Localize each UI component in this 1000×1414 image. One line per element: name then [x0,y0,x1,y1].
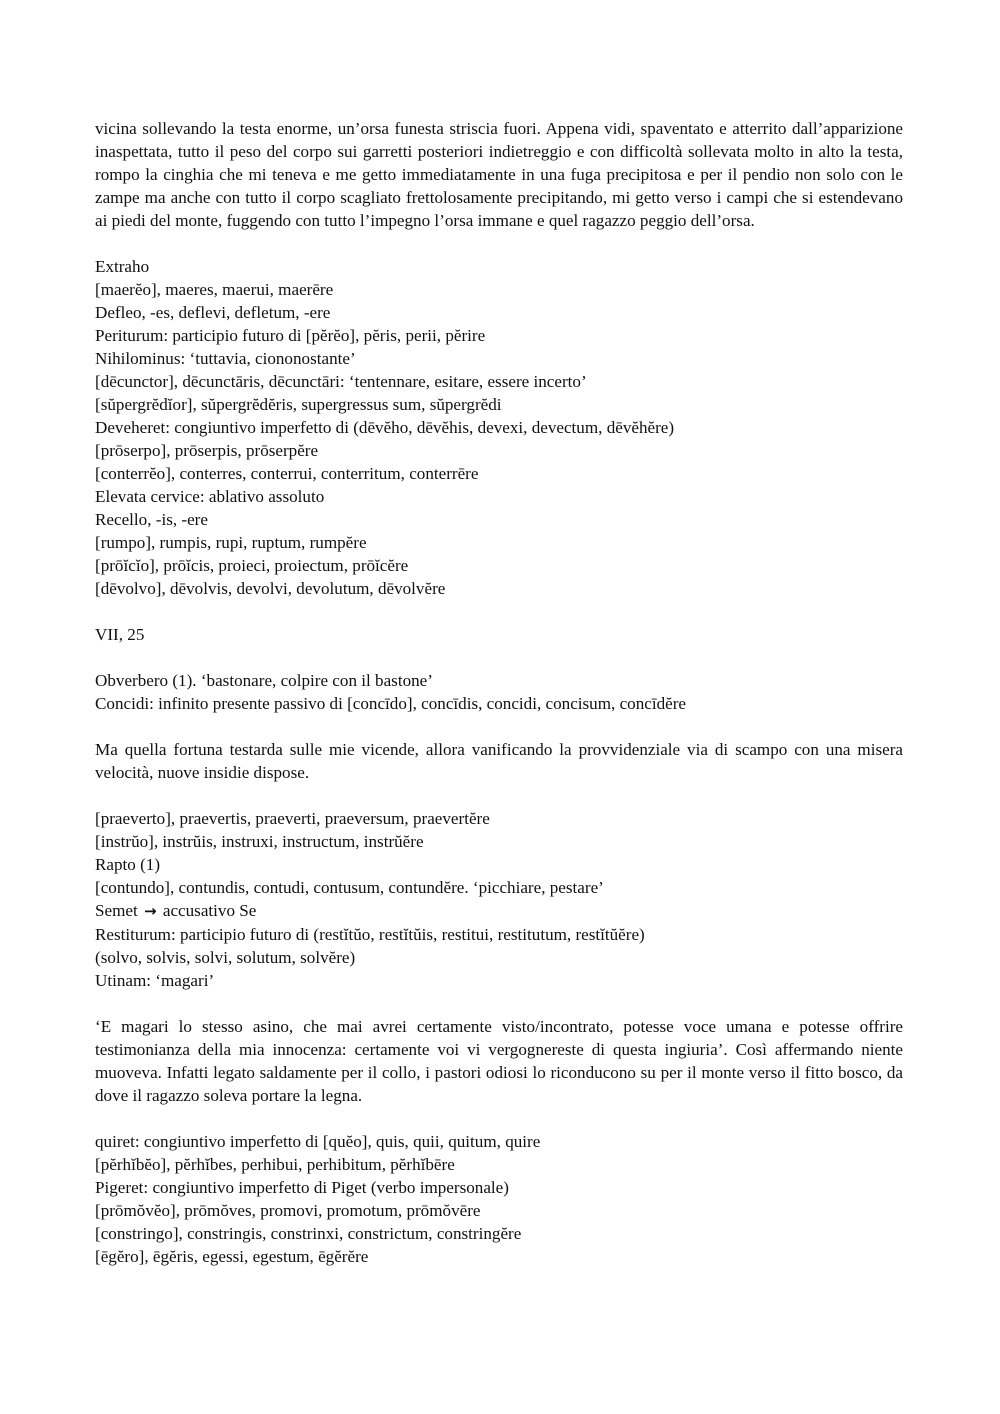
vocab-line: [praeverto], praevertis, praeverti, praeversum, praevertĕre [95,809,490,828]
vocab-line: [instrŭo], instrŭis, instruxi, instructum, instrŭĕre [95,832,424,851]
translation-paragraph-2: Ma quella fortuna testarda sulle mie vicende, allora vanificando la provvidenziale via di scampo con una misera velocità, nuove insidie dispose. [95,740,903,782]
semet-word: Semet [95,901,138,920]
spacer [95,646,903,669]
vocab-line: Concidi: infinito presente passivo di [concīdo], concīdis, concidi, concisum, concīdĕre [95,694,687,713]
vocab-line: [conterrĕo], conterres, conterrui, conterritum, conterrēre [95,464,479,483]
vocab-line: [constringo], constringis, constrinxi, constrictum, constringĕre [95,1224,522,1243]
vocab-line: Deveheret: congiuntivo imperfetto di (dēvĕho, dēvĕhis, devexi, devectum, dēvĕhĕre) [95,418,675,437]
vocab-line: Defleo, -es, deflevi, defletum, -ere [95,303,331,322]
vocab-line: Extraho [95,257,150,276]
vocab-line: [ēgĕro], ēgĕris, egessi, egestum, ēgĕrĕre [95,1247,369,1266]
spacer [95,784,903,807]
vocab-line: quiret: congiuntivo imperfetto di [quĕo], quis, quii, quitum, quire [95,1132,541,1151]
vocab-line: Recello, -is, -ere [95,510,208,529]
vocab-line: [prōĭcĭo], prōĭcis, proieci, proiectum, prōĭcĕre [95,556,409,575]
vocab-line: Nihilominus: ‘tuttavia, ciononostante’ [95,349,356,368]
vocab-line: [sŭpergrĕdĭor], sŭpergrĕdĕris, supergressus sum, sŭpergrĕdi [95,395,502,414]
vocabulary-list-3 [95,807,903,992]
document-page [95,117,903,1268]
spacer [95,232,903,255]
vocab-line: [prōmŏvĕo], prōmŏves, promovi, promotum, prōmŏvēre [95,1201,481,1220]
spacer [95,992,903,1015]
vocab-line: [maerĕo], maeres, maerui, maerēre [95,280,334,299]
vocabulary-list-4 [95,1130,903,1268]
vocabulary-list-1 [95,255,903,600]
vocab-line: Pigeret: congiuntivo imperfetto di Piget (verbo impersonale) [95,1178,509,1197]
vocab-line: Utinam: ‘magari’ [95,971,215,990]
vocab-line: (solvo, solvis, solvi, solutum, solvĕre) [95,948,356,967]
vocab-line: [dēvolvo], dēvolvis, devolvi, devolutum, dēvolvĕre [95,579,446,598]
vocab-line: [prōserpo], prōserpis, prōserpĕre [95,441,319,460]
translation-paragraph-3: ‘E magari lo stesso asino, che mai avrei certamente visto/incontrato, potesse voce umana e potesse offrire testimonianza della mia innocenza: certamente voi vi vergognereste di questa ingiuria’. Così affermando niente muoveva. Infatti legato saldamente per il collo, i pastori odiosi lo riconducono su per il monte verso il fitto bosco, da dove il ragazzo soleva portare la legna. [95,1017,903,1105]
vocab-line: Elevata cervice: ablativo assoluto [95,487,325,506]
vocab-line: Rapto (1) [95,855,161,874]
vocab-line: [dēcunctor], dēcunctāris, dēcunctāri: ‘tentennare, esitare, essere incerto’ [95,372,587,391]
translation-paragraph-1: vicina sollevando la testa enorme, un’orsa funesta striscia fuori. Appena vidi, spaventato e atterrito dall’apparizione inaspettata, tutto il peso del corpo sui garretti posteriori indietreggio e con difficoltà sollevata molto in alto la testa, rompo la cinghia che mi teneva e me getto immediatamente in una fuga precipitosa e per il pendio non solo con le zampe ma anche con tutto il corpo scagliato frettolosamente precipitando, mi getto verso i campi che si estendevano ai piedi del monte, fuggendo con tutto l’impegno l’orsa immane e quel ragazzo peggio dell’orsa. [95,119,903,230]
vocab-line: [pĕrhĭbĕo], pĕrhĭbes, perhibui, perhibitum, pĕrhĭbēre [95,1155,455,1174]
vocab-line: [rumpo], rumpis, rupi, ruptum, rumpĕre [95,533,367,552]
spacer [95,715,903,738]
vocab-line: Obverbero (1). ‘bastonare, colpire con il bastone’ [95,671,433,690]
vocab-line: [contundo], contundis, contudi, contusum, contundĕre. ‘picchiare, pestare’ [95,878,604,897]
vocab-line-semet [95,899,903,923]
semet-explanation: accusativo Se [162,901,257,920]
spacer [95,1107,903,1130]
vocabulary-list-2 [95,669,903,715]
spacer [95,600,903,623]
vocab-line: Periturum: participio futuro di [pĕrĕo], pĕris, perii, pĕrire [95,326,486,345]
section-heading: VII, 25 [95,625,145,644]
vocab-line: Restiturum: participio futuro di (restĭtŭo, restĭtŭis, restitui, restitutum, restĭtŭĕre) [95,925,645,944]
arrow-right-icon: → [144,902,157,920]
